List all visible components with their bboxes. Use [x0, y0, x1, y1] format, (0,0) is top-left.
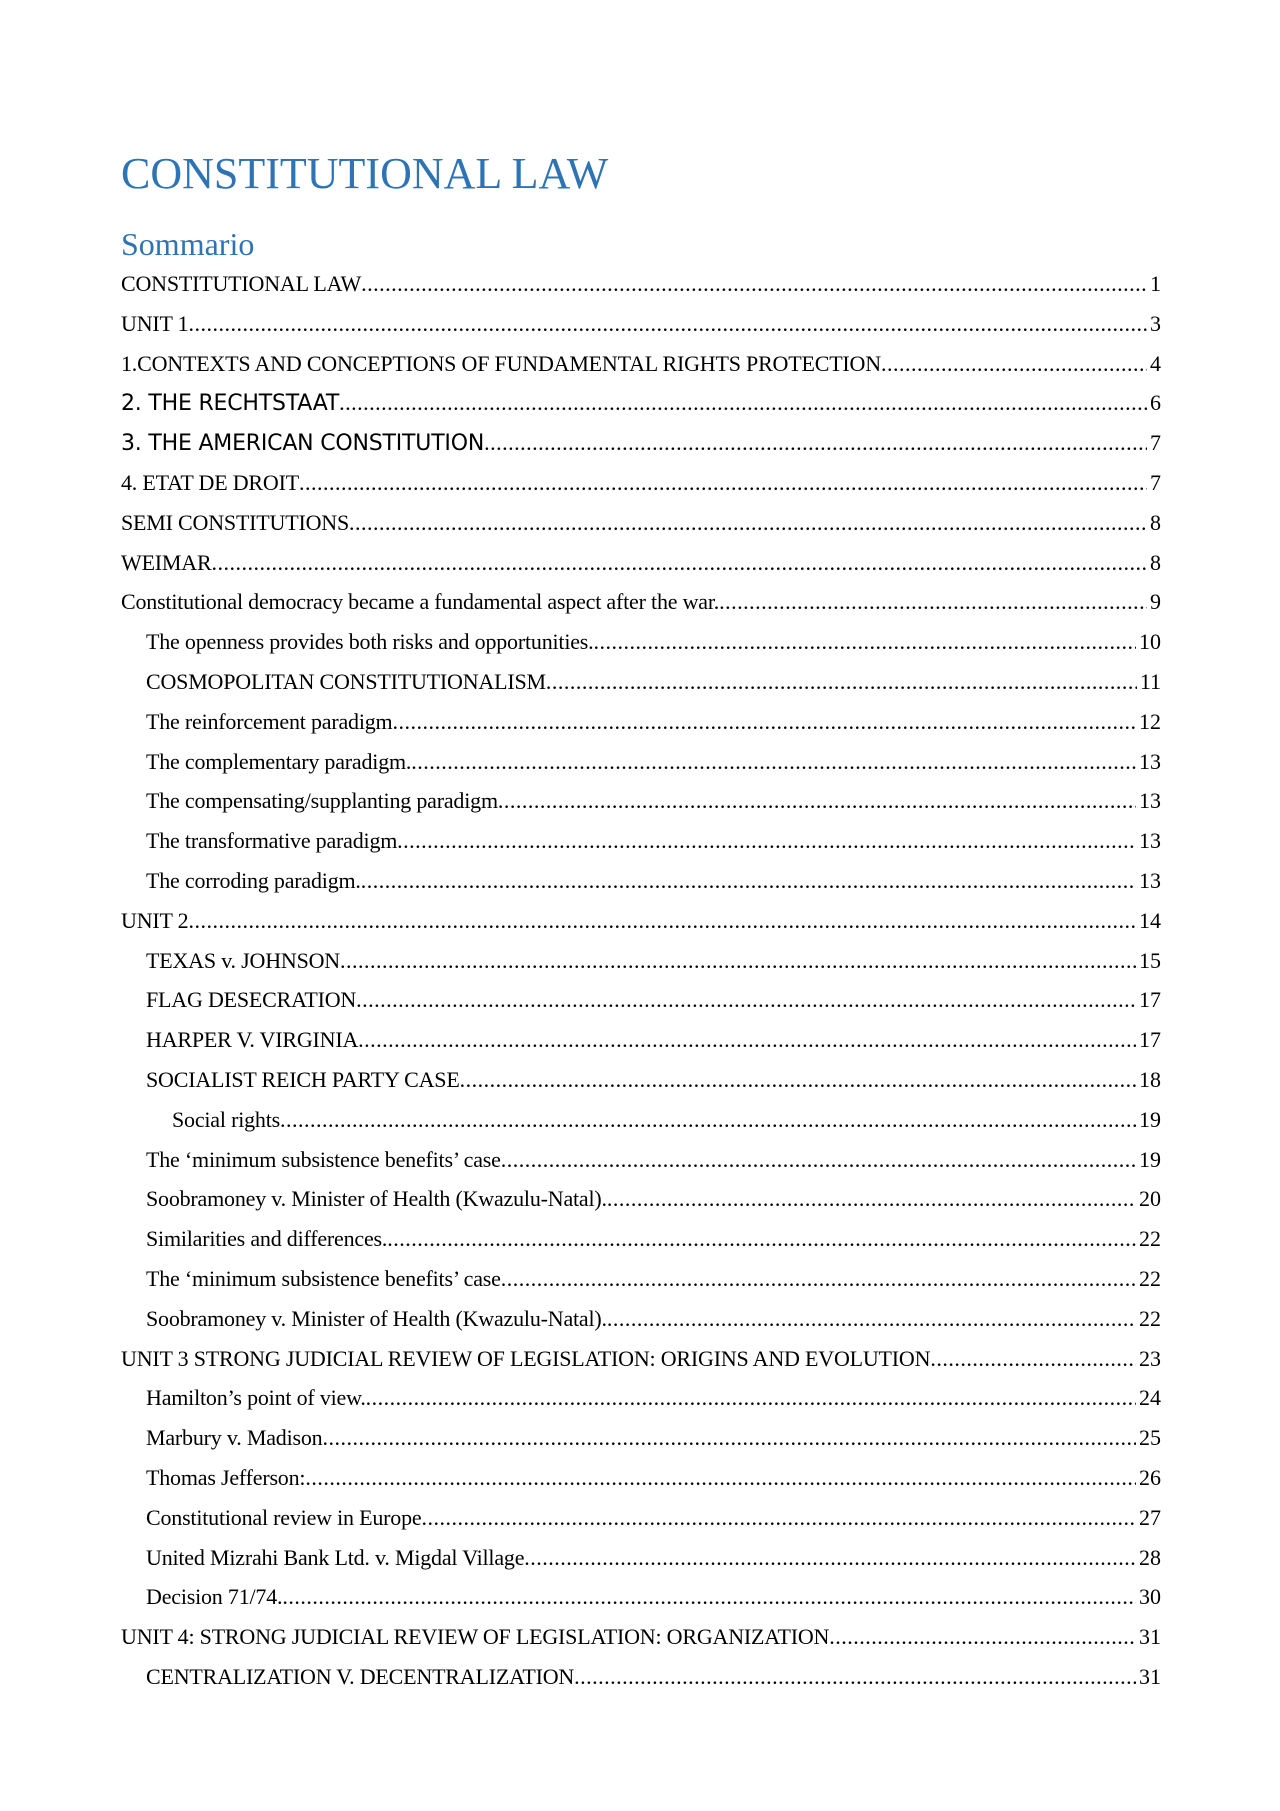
toc-entry[interactable]	[121, 1259, 1161, 1299]
toc-entry-title: 4. ETAT DE DROIT	[121, 469, 299, 495]
toc-page-number: 1	[1150, 271, 1161, 296]
toc-page-number: 10	[1139, 629, 1161, 655]
table-of-contents	[121, 264, 1161, 1697]
toc-entry-title: The corroding paradigm.	[146, 867, 361, 893]
toc-entry[interactable]	[121, 1339, 1161, 1379]
toc-entry[interactable]	[121, 861, 1161, 901]
toc-page-number: 13	[1139, 867, 1161, 893]
toc-page-number: 19	[1139, 1146, 1161, 1172]
toc-entry-title: Thomas Jefferson:	[146, 1464, 306, 1490]
toc-entry-title: SEMI CONSTITUTIONS	[121, 509, 350, 535]
toc-page-number: 8	[1150, 549, 1161, 575]
toc-entry[interactable]	[121, 463, 1161, 503]
toc-page-number: 23	[1139, 1345, 1161, 1371]
toc-page-number: 14	[1139, 907, 1161, 933]
toc-entry-title: Soobramoney v. Minister of Health (Kwazulu-Natal).	[146, 1305, 607, 1331]
toc-entry-title: Constitutional review in Europe	[146, 1504, 422, 1530]
toc-entry[interactable]	[121, 503, 1161, 543]
toc-entry-title: The transformative paradigm	[146, 828, 398, 854]
toc-entry[interactable]	[121, 1538, 1161, 1578]
toc-dot-leader	[829, 1617, 1136, 1657]
toc-entry-title: The compensating/supplanting paradigm	[146, 788, 498, 814]
toc-dot-leader	[358, 1020, 1136, 1060]
toc-entry-title: The complementary paradigm.	[146, 748, 412, 774]
toc-entry-title: 2. THE RECHTSTAAT	[121, 391, 340, 417]
toc-entry[interactable]	[121, 1219, 1161, 1259]
toc-entry[interactable]	[121, 980, 1161, 1020]
toc-dot-leader	[524, 1538, 1136, 1578]
toc-page-number: 3	[1150, 310, 1161, 336]
toc-entry-title: United Mizrahi Bank Ltd. v. Migdal Village	[146, 1544, 525, 1570]
toc-page-number: 13	[1139, 788, 1161, 814]
toc-entry-title: Marbury v. Madison	[146, 1425, 323, 1451]
toc-entry-title: UNIT 4: STRONG JUDICIAL REVIEW OF LEGISLATION: ORGANIZATION	[121, 1624, 830, 1650]
toc-dot-leader	[322, 1418, 1136, 1458]
toc-page-number: 7	[1150, 469, 1161, 495]
toc-entry-title: HARPER V. VIRGINIA	[146, 1027, 359, 1053]
toc-dot-leader	[340, 941, 1136, 981]
toc-entry-title: UNIT 2	[121, 907, 189, 933]
toc-dot-leader	[211, 543, 1147, 583]
toc-entry[interactable]	[121, 1498, 1161, 1538]
toc-dot-leader	[397, 821, 1136, 861]
toc-entry-title: SOCIALIST REICH PARTY CASE	[146, 1066, 460, 1092]
toc-dot-leader	[339, 383, 1147, 423]
toc-entry[interactable]	[121, 662, 1161, 702]
toc-entry[interactable]	[121, 304, 1161, 344]
toc-dot-leader	[299, 463, 1147, 503]
toc-entry-title: CONSTITUTIONAL LAW	[121, 271, 362, 296]
toc-dot-leader	[881, 344, 1147, 384]
toc-dot-leader	[421, 1498, 1136, 1538]
toc-page-number: 17	[1139, 1027, 1161, 1053]
toc-entry[interactable]	[121, 1060, 1161, 1100]
toc-entry-title: CENTRALIZATION V. DECENTRALIZATION	[146, 1663, 575, 1689]
toc-page-number: 7	[1150, 430, 1161, 456]
toc-entry-title: Constitutional democracy became a fundamental aspect after the war.	[121, 589, 720, 615]
toc-entry[interactable]	[121, 781, 1161, 821]
toc-entry[interactable]	[121, 1418, 1161, 1458]
toc-entry[interactable]	[121, 901, 1161, 941]
toc-dot-leader	[607, 1179, 1136, 1219]
toc-entry[interactable]	[121, 582, 1161, 622]
toc-page-number: 24	[1139, 1385, 1161, 1411]
toc-entry[interactable]	[121, 1100, 1161, 1140]
toc-entry[interactable]	[121, 1179, 1161, 1219]
toc-dot-leader	[607, 1299, 1136, 1339]
toc-entry[interactable]	[121, 344, 1161, 384]
toc-dot-leader	[501, 1140, 1136, 1180]
toc-entry[interactable]	[121, 821, 1161, 861]
toc-page-number: 11	[1139, 668, 1161, 694]
toc-page-number: 6	[1150, 390, 1161, 416]
toc-entry[interactable]	[121, 423, 1161, 463]
toc-dot-leader	[349, 503, 1147, 543]
toc-entry-title: The reinforcement paradigm	[146, 708, 393, 734]
toc-entry-title: The openness provides both risks and opportunities.	[146, 629, 594, 655]
toc-page-number: 31	[1139, 1663, 1161, 1689]
toc-entry[interactable]	[121, 543, 1161, 583]
toc-page-number: 30	[1139, 1584, 1161, 1610]
toc-entry[interactable]	[121, 1020, 1161, 1060]
toc-entry-title: The ‘minimum subsistence benefits’ case	[146, 1265, 501, 1291]
toc-dot-leader	[484, 423, 1147, 463]
toc-dot-leader	[930, 1339, 1136, 1379]
toc-entry[interactable]	[121, 622, 1161, 662]
toc-entry-title: Similarities and differences.	[146, 1226, 388, 1252]
toc-entry[interactable]	[121, 742, 1161, 782]
toc-page-number: 28	[1139, 1544, 1161, 1570]
toc-entry-title: 1.CONTEXTS AND CONCEPTIONS OF FUNDAMENTAL RIGHTS PROTECTION	[121, 350, 881, 376]
toc-dot-leader	[356, 980, 1136, 1020]
toc-entry-title: COSMOPOLITAN CONSTITUTIONALISM	[146, 668, 546, 694]
toc-page-number: 17	[1139, 987, 1161, 1013]
toc-dot-leader	[366, 1378, 1136, 1418]
toc-entry[interactable]	[121, 702, 1161, 742]
toc-entry[interactable]	[121, 1378, 1161, 1418]
toc-entry-title: TEXAS v. JOHNSON	[146, 947, 340, 973]
toc-dot-leader	[188, 304, 1147, 344]
toc-entry[interactable]	[121, 1577, 1161, 1617]
document-title: CONSTITUTIONAL LAW	[121, 149, 609, 198]
toc-page-number: 22	[1139, 1226, 1161, 1252]
toc-page-number: 22	[1139, 1305, 1161, 1331]
toc-dot-leader	[361, 264, 1147, 304]
toc-dot-leader	[392, 702, 1136, 742]
toc-page-number: 4	[1150, 350, 1161, 376]
toc-entry-title: The ‘minimum subsistence benefits’ case	[146, 1146, 501, 1172]
toc-entry[interactable]	[121, 1657, 1161, 1697]
toc-dot-leader	[460, 1060, 1136, 1100]
toc-entry-title: 3. THE AMERICAN CONSTITUTION	[121, 431, 485, 457]
toc-page-number: 27	[1139, 1504, 1161, 1530]
toc-entry-title: UNIT 3 STRONG JUDICIAL REVIEW OF LEGISLATION: ORIGINS AND EVOLUTION	[121, 1345, 931, 1371]
toc-entry[interactable]	[121, 1140, 1161, 1180]
toc-entry[interactable]	[121, 941, 1161, 981]
toc-page-number: 13	[1139, 748, 1161, 774]
toc-dot-leader	[719, 582, 1147, 622]
toc-page-number: 13	[1139, 828, 1161, 854]
toc-dot-leader	[361, 861, 1136, 901]
toc-page-number: 12	[1139, 708, 1161, 734]
toc-entry-title: WEIMAR	[121, 549, 212, 575]
toc-dot-leader	[282, 1577, 1136, 1617]
toc-entry[interactable]	[121, 1617, 1161, 1657]
toc-entry[interactable]	[121, 1458, 1161, 1498]
toc-dot-leader	[305, 1458, 1136, 1498]
toc-entry-title: FLAG DESECRATION	[146, 987, 357, 1013]
toc-dot-leader	[546, 662, 1137, 702]
toc-entry[interactable]	[121, 1299, 1161, 1339]
toc-entry-title: Decision 71/74.	[146, 1584, 283, 1610]
toc-page-number: 31	[1139, 1624, 1161, 1650]
toc-entry-title: Hamilton’s point of view.	[146, 1385, 366, 1411]
toc-entry-title: Social rights	[172, 1106, 281, 1132]
toc-page-number: 19	[1139, 1106, 1161, 1132]
toc-dot-leader	[501, 1259, 1136, 1299]
toc-dot-leader	[387, 1219, 1136, 1259]
toc-page-number: 25	[1139, 1425, 1161, 1451]
toc-page-number: 8	[1150, 509, 1161, 535]
toc-page-number: 26	[1139, 1464, 1161, 1490]
toc-page-number: 15	[1139, 947, 1161, 973]
toc-dot-leader	[411, 742, 1136, 782]
toc-entry-title: UNIT 1	[121, 310, 189, 336]
toc-heading: Sommario	[121, 226, 255, 262]
toc-page-number: 20	[1139, 1186, 1161, 1212]
toc-page-number: 18	[1139, 1066, 1161, 1092]
toc-dot-leader	[574, 1657, 1136, 1697]
toc-page-number: 22	[1139, 1265, 1161, 1291]
toc-dot-leader	[280, 1100, 1136, 1140]
toc-page-number: 9	[1150, 589, 1161, 615]
toc-dot-leader	[593, 622, 1136, 662]
toc-entry[interactable]	[121, 264, 1161, 304]
toc-entry[interactable]	[121, 383, 1161, 423]
toc-dot-leader	[498, 781, 1136, 821]
toc-entry-title: Soobramoney v. Minister of Health (Kwazulu-Natal).	[146, 1186, 607, 1212]
toc-dot-leader	[188, 901, 1136, 941]
